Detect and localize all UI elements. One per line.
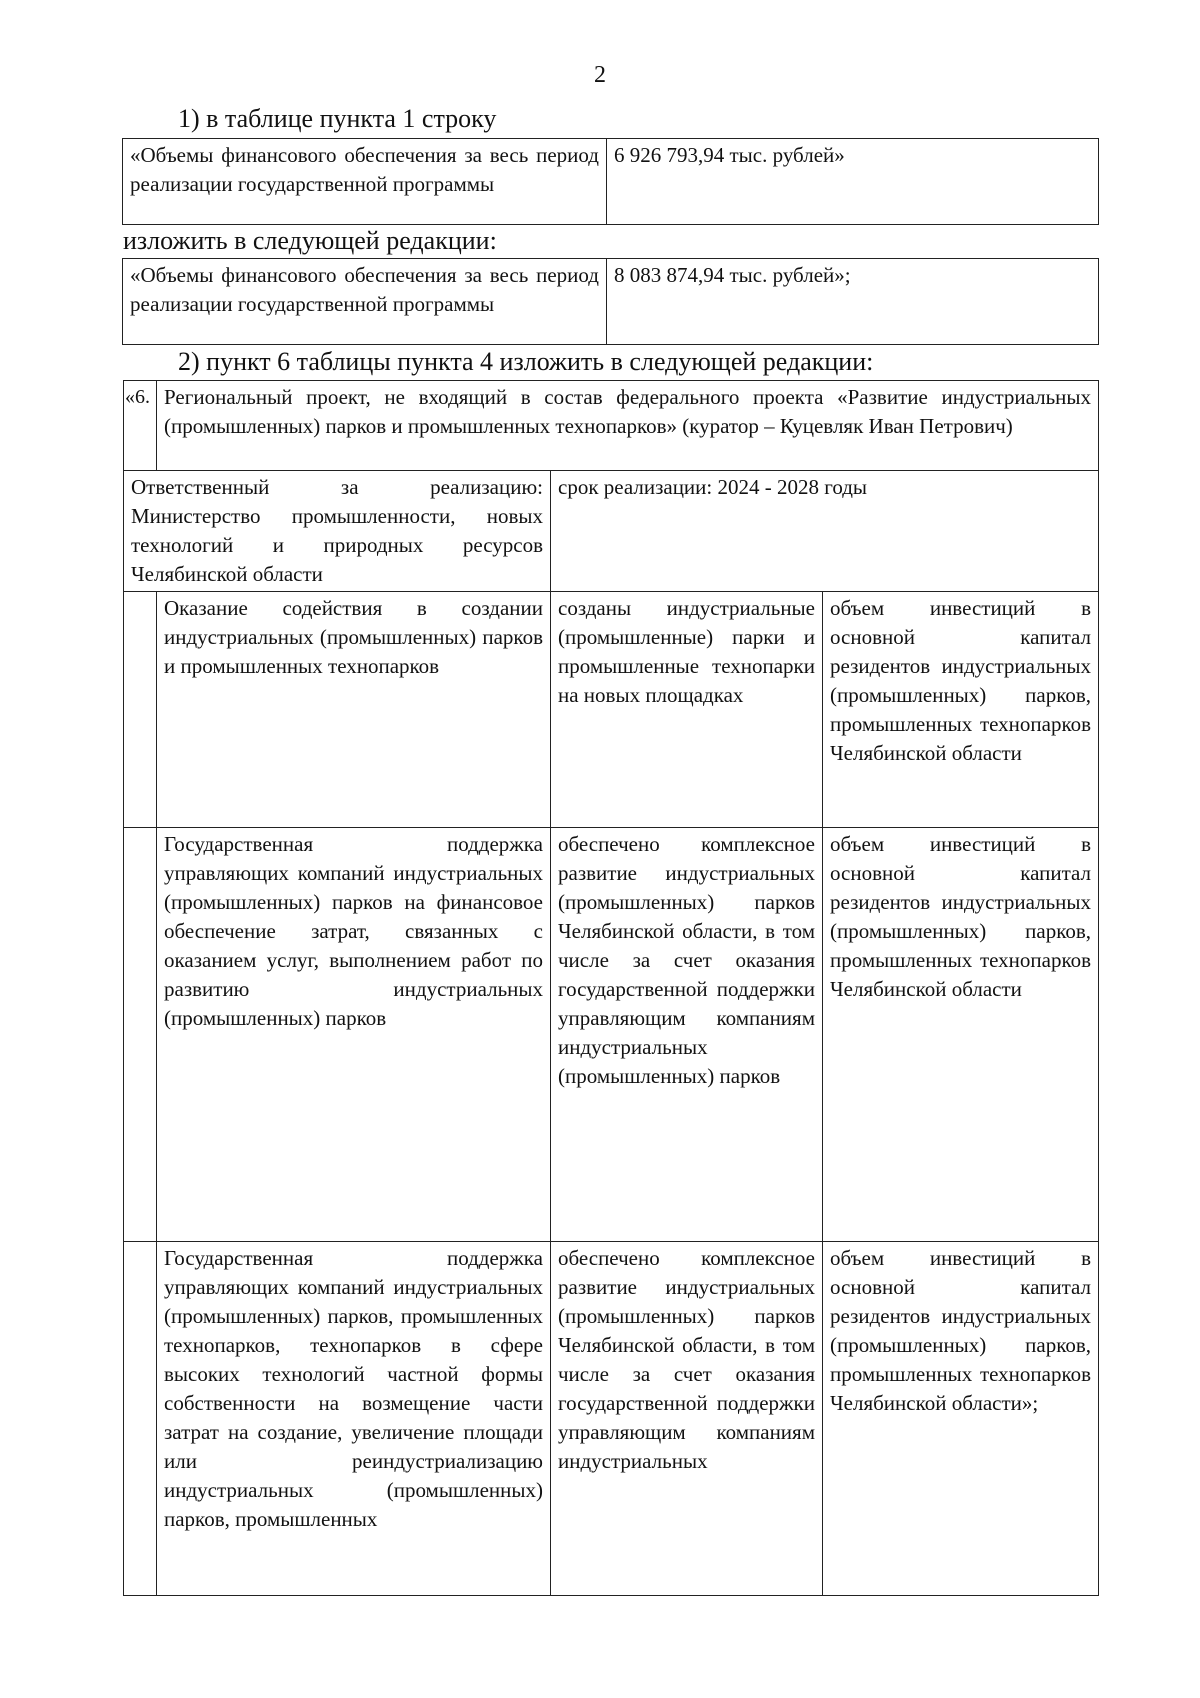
- task-cell: Государственная поддержка управляющих компаний индустриальных (промышленных) парков на финансовое обеспечение затрат, связанных с оказанием услуг, выполнением работ по развитию индустриальных (промышленных) парков: [157, 828, 551, 1242]
- project-number: «6.: [124, 381, 157, 471]
- task-cell: Государственная поддержка управляющих компаний индустриальных (промышленных) парков, промышленных технопарков, технопарков в сфере высоких технологий частной формы собственности на возмещение части затрат на создание, увеличение площади или реиндустриализацию индустриальных (промышленных) парков, промышленных: [157, 1242, 551, 1596]
- old-funding-value: 6 926 793,94 тыс. рублей»: [607, 139, 1099, 225]
- indicator-cell: объем инвестиций в основной капитал резидентов индустриальных (промышленных) парков, промышленных технопарков Челябинской области»;: [823, 1242, 1099, 1596]
- result-cell: обеспечено комплексное развитие индустриальных (промышленных) парков Челябинской области, в том числе за счет оказания государственной поддержки управляющим компаниям индустриальных (промышленных) парков: [551, 828, 823, 1242]
- project-table: [123, 380, 1099, 1596]
- indicator-cell: объем инвестиций в основной капитал резидентов индустриальных (промышленных) парков, промышленных технопарков Челябинской области: [823, 592, 1099, 828]
- empty-number-cell: [124, 592, 157, 828]
- item1-middle-text: изложить в следующей редакции:: [123, 226, 497, 255]
- responsible-cell: Ответственный за реализацию: Министерство промышленности, новых технологий и природных ресурсов Челябинской области: [124, 471, 551, 592]
- table-row: [124, 1242, 1099, 1596]
- new-funding-value: 8 083 874,94 тыс. рублей»;: [607, 259, 1099, 345]
- empty-number-cell: [124, 828, 157, 1242]
- term-cell: срок реализации: 2024 - 2028 годы: [551, 471, 1099, 592]
- item2-intro: 2) пункт 6 таблицы пункта 4 изложить в следующей редакции:: [178, 347, 874, 376]
- old-funding-row: [123, 139, 1099, 225]
- item1-intro: 1) в таблице пункта 1 строку: [178, 104, 497, 133]
- new-funding-table: [122, 258, 1099, 345]
- new-funding-row: [123, 259, 1099, 345]
- result-cell: созданы индустриальные (промышленные) парки и промышленные технопарки на новых площадках: [551, 592, 823, 828]
- table-row: [124, 828, 1099, 1242]
- new-funding-label: «Объемы финансового обеспечения за весь период реализации государственной программы: [123, 259, 607, 345]
- indicator-cell: объем инвестиций в основной капитал резидентов индустриальных (промышленных) парков, промышленных технопарков Челябинской области: [823, 828, 1099, 1242]
- project-header-row: [124, 381, 1099, 471]
- project-title: Региональный проект, не входящий в состав федерального проекта «Развитие индустриальных (промышленных) парков и промышленных технопарков» (куратор – Куцевляк Иван Петрович): [157, 381, 1099, 471]
- table-row: [124, 592, 1099, 828]
- result-cell: обеспечено комплексное развитие индустриальных (промышленных) парков Челябинской области, в том числе за счет оказания государственной поддержки управляющим компаниям индустриальных: [551, 1242, 823, 1596]
- empty-number-cell: [124, 1242, 157, 1596]
- responsible-row: [124, 471, 1099, 592]
- page-number: 2: [594, 62, 606, 88]
- task-cell: Оказание содействия в создании индустриальных (промышленных) парков и промышленных технопарков: [157, 592, 551, 828]
- old-funding-label: «Объемы финансового обеспечения за весь период реализации государственной программы: [123, 139, 607, 225]
- old-funding-table: [122, 138, 1099, 225]
